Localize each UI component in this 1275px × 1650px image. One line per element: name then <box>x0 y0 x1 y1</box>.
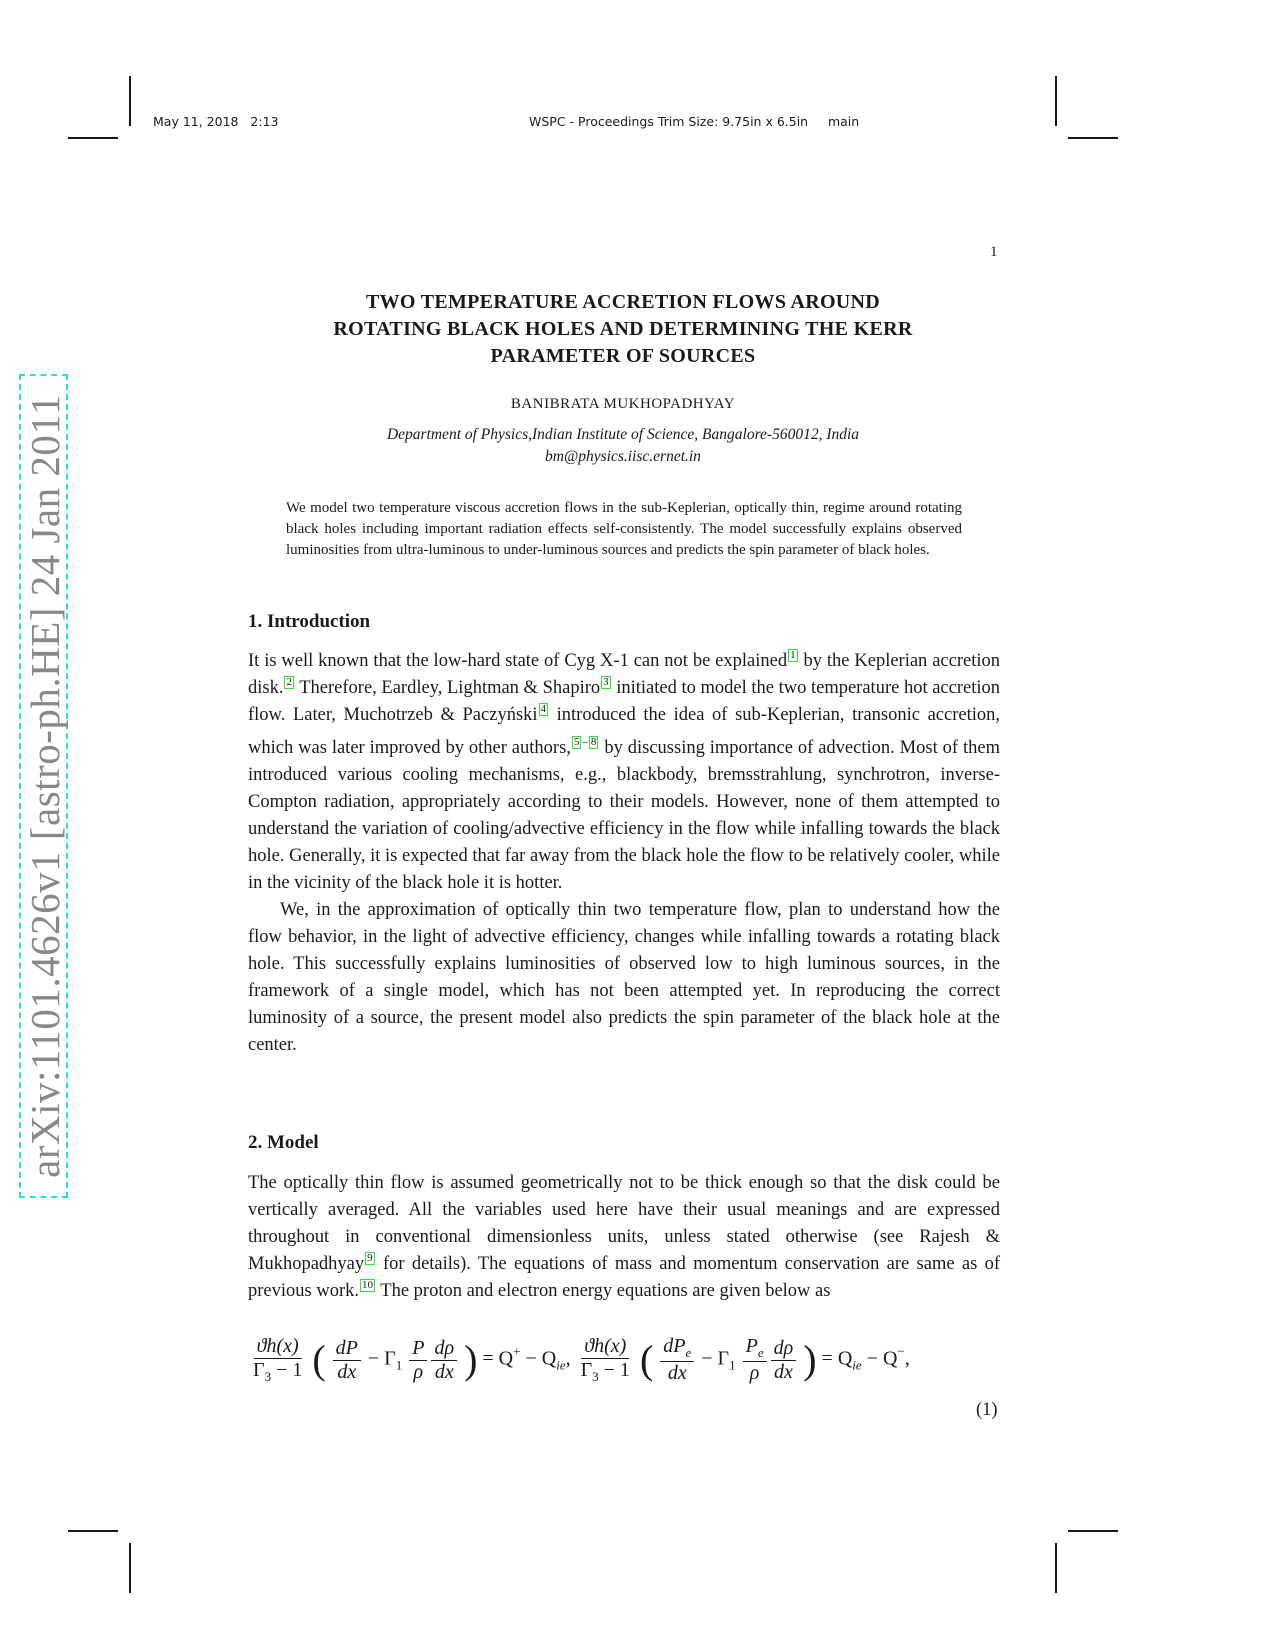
paragraph <box>248 1170 1000 1305</box>
email: bm@physics.iisc.ernet.in <box>545 448 701 465</box>
fraction <box>578 1335 633 1385</box>
abstract: We model two temperature viscous accretion flows in the sub-Keplerian, optically thin, regime around rotating black holes including important radiation effects self-consistently. The model successfully explains observed luminosities from ultra-luminous to under-luminous sources and predicts the spin parameter of black holes. <box>286 500 962 558</box>
title-line: TWO TEMPERATURE ACCRETION FLOWS AROUND <box>365 291 881 313</box>
text-run: dP <box>663 1335 686 1357</box>
page-number: 1 <box>990 244 998 260</box>
gamma-symbol: Γ <box>384 1347 396 1370</box>
author: BANIBRATA MUKHOPADHYAY <box>510 396 736 412</box>
subscript: ie <box>556 1357 566 1373</box>
text-run: , <box>904 1347 910 1370</box>
equation-1 <box>248 1335 1000 1395</box>
numerator <box>743 1335 767 1362</box>
title-line: ROTATING BLACK HOLES AND DETERMINING THE KERR <box>333 318 913 340</box>
paragraph: We, in the approximation of optically thin two temperature flow, plan to understand how the flow behavior, in the light of advective efficiency, changes while infalling towards a rotating black hole. This successfully explains luminosities of observed low to high luminous sources, in the framework of a single model, which has not been attempted yet. In reproducing the correct luminosity of a source, the present model also predicts the spin parameter of the black hole at the center. <box>248 900 1000 1055</box>
crop-mark <box>68 137 118 139</box>
paragraph <box>248 648 1000 897</box>
title-line: PARAMETER OF SOURCES <box>490 345 756 367</box>
citation-link[interactable]: 3 <box>603 676 609 688</box>
numerator <box>660 1335 694 1362</box>
text-run: by discussing importance of advection. Most of them introduced various cooling mechanisms, e.g., blackbody, bremsstrahlung, synchrotron, inverse-Compton radiation, appropriately according to their models. However, none of them attempted to understand the variation of cooling/advective efficiency in the flow while infalling towards the black hole. Generally, it is expected that far away from the black hole the flow to be relatively cooler, while in the vicinity of the black hole it is hotter. <box>248 738 1000 893</box>
text-run: – <box>582 736 588 748</box>
gamma-symbol: Γ <box>253 1359 265 1381</box>
text-run: Therefore, Eardley, Lightman & Shapiro <box>294 678 601 698</box>
denominator <box>578 1359 633 1385</box>
text-run: The optically thin flow is assumed geometrically not to be thick enough so that the disk could be vertically averaged. All the variables used here have their usual meanings and are expressed throughout in conventional dimensionless units, unless stated otherwise (see Rajesh & Mukhopadhyay <box>248 1173 1000 1274</box>
citation-link[interactable]: 10 <box>361 1279 373 1291</box>
section-heading-model: 2. Model <box>248 1132 319 1153</box>
citation-link[interactable]: 1 <box>790 649 796 661</box>
numerator: dρ <box>431 1337 457 1361</box>
right-paren: ) <box>464 1337 478 1382</box>
superscript: + <box>513 1343 521 1359</box>
superscript: − <box>897 1343 905 1359</box>
gamma-symbol: Γ <box>580 1359 593 1381</box>
fraction <box>771 1337 797 1384</box>
numerator: ϑh(x) <box>581 1335 629 1359</box>
denominator: dx <box>773 1360 793 1383</box>
fraction <box>409 1337 427 1384</box>
fraction <box>743 1335 767 1385</box>
subscript: 3 <box>592 1369 599 1384</box>
denominator: dx <box>667 1362 687 1384</box>
citation-link[interactable]: 9 <box>367 1252 373 1264</box>
equation-number: (1) <box>976 1400 998 1420</box>
crop-mark <box>1055 76 1057 126</box>
citation-link[interactable]: 5 <box>573 736 580 748</box>
subscript: 1 <box>729 1357 736 1373</box>
numerator: ϑh(x) <box>254 1335 302 1359</box>
numerator: dP <box>333 1337 361 1361</box>
crop-mark <box>129 76 131 126</box>
paper-title <box>248 289 998 370</box>
text-run: It is well known that the low-hard state of Cyg X-1 can not be explained <box>248 651 788 671</box>
subscript: 1 <box>395 1357 403 1373</box>
citation-link[interactable]: 4 <box>540 703 547 715</box>
crop-mark <box>1068 1530 1118 1532</box>
text-run: initiated to model the two temperature hot accretion flow. Later, Muchotrzeb & Paczyński <box>248 678 1000 725</box>
header-center: WSPC - Proceedings Trim Size: 9.75in x 6.5in main <box>529 114 860 129</box>
denominator: ρ <box>749 1362 760 1384</box>
minus-sign: − <box>701 1347 713 1370</box>
model-body <box>248 1170 1000 1305</box>
fraction <box>431 1337 457 1384</box>
fraction <box>333 1337 361 1384</box>
crop-mark <box>1055 1543 1057 1593</box>
subscript: e <box>757 1345 764 1360</box>
subscript: e <box>685 1345 692 1360</box>
text-run: − Q <box>861 1347 898 1370</box>
fraction <box>660 1335 694 1385</box>
crop-mark <box>1068 137 1118 139</box>
text-run: by the Keplerian accretion disk. <box>248 651 1000 698</box>
text-run: = Q <box>482 1347 514 1370</box>
text-run: , <box>565 1347 571 1370</box>
text-run: − 1 <box>598 1359 630 1381</box>
denominator <box>250 1359 305 1385</box>
fraction <box>250 1335 305 1385</box>
denominator: dx <box>337 1360 357 1383</box>
numerator: dρ <box>771 1337 797 1361</box>
text-run: − 1 <box>271 1359 303 1381</box>
text-run: The proton and electron energy equations are given below as <box>375 1281 831 1301</box>
arxiv-stamp: arXiv:1101.4626v1 [astro-ph.HE] 24 Jan 2011 <box>19 374 68 1198</box>
affiliation-block <box>248 424 998 468</box>
crop-mark <box>68 1530 118 1532</box>
section-heading-introduction: 1. Introduction <box>248 611 371 632</box>
minus-sign: − <box>367 1347 380 1370</box>
header-date: May 11, 2018 2:13 <box>153 114 279 129</box>
introduction-body <box>248 648 1000 1059</box>
text-run: introduced the idea of sub-Keplerian, transonic accretion, which was later improved by other authors, <box>248 705 1000 758</box>
affiliation: Department of Physics,Indian Institute of Science, Bangalore-560012, India <box>386 426 860 443</box>
text-run: = Q <box>821 1347 853 1370</box>
numerator: P <box>409 1337 427 1361</box>
denominator: dx <box>434 1360 454 1383</box>
subscript: 3 <box>264 1369 272 1384</box>
text-run: P <box>745 1335 758 1357</box>
citation-link[interactable]: 8 <box>590 736 597 748</box>
crop-mark <box>129 1543 131 1593</box>
right-paren: ) <box>803 1337 817 1382</box>
text-run: − Q <box>520 1347 557 1370</box>
left-paren: ( <box>639 1337 654 1382</box>
denominator: ρ <box>413 1360 424 1383</box>
citation-link[interactable]: 2 <box>286 676 292 688</box>
gamma-symbol: Γ <box>717 1347 730 1370</box>
text-run: for details). The equations of mass and momentum conservation are same as of previous work. <box>248 1254 1000 1301</box>
left-paren: ( <box>312 1337 326 1382</box>
subscript: ie <box>852 1357 862 1373</box>
